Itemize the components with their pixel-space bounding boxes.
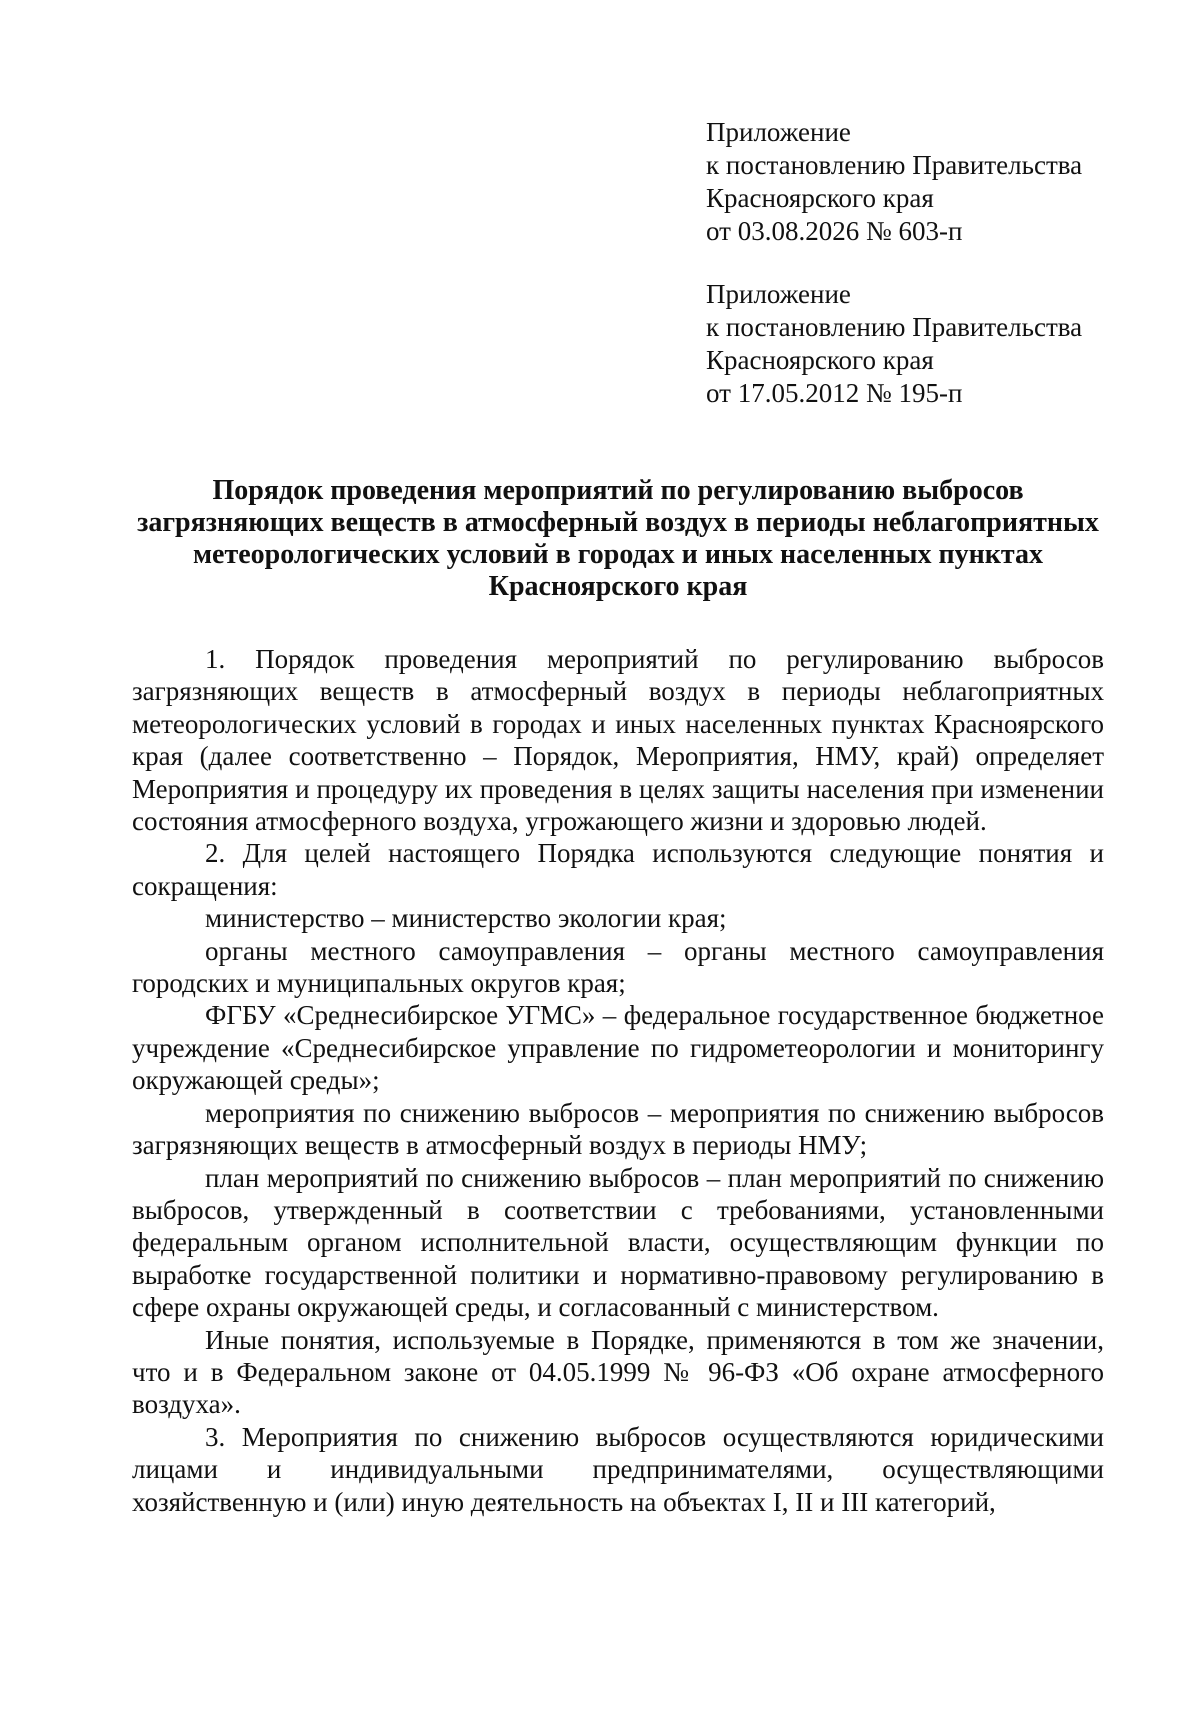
- appendix-date-number: от 03.08.2026 № 603-п: [706, 216, 963, 246]
- definition-emission-plan: план мероприятий по снижению выбросов – план мероприятий по снижению выбросов, утвержденный в соответствии с требованиями, установленными федеральным органом исполнительной власти, осуществляющим функции по выработке государственной политики и нормативно-правовому регулированию в сфере охраны окружающей среды, и согласованный с министерством.: [132, 1162, 1104, 1323]
- appendix-reference: к постановлению Правительства: [706, 150, 1083, 180]
- paragraph-1: 1. Порядок проведения мероприятий по регулированию выбросов загрязняющих веществ в атмосферный воздух в периоды неблагоприятных метеорологических условий в городах и иных населенных пунктах Красноярского края (далее соответственно – Порядок, Мероприятия, НМУ, край) определяет Мероприятия и процедуру их проведения в целях защиты населения при изменении состояния атмосферного воздуха, угрожающего жизни и здоровью людей.: [132, 644, 1104, 837]
- paragraph-other-terms: Иные понятия, используемые в Порядке, применяются в том же значении, что и в Федеральном законе от 04.05.1999 № 96-ФЗ «Об охране атмосферного воздуха».: [132, 1324, 1104, 1420]
- appendix-block-current: [706, 116, 1146, 248]
- definition-ministry: министерство – министерство экологии края;: [205, 903, 727, 934]
- appendix-date-number: от 17.05.2012 № 195-п: [706, 378, 963, 408]
- document-body: [132, 643, 1104, 1518]
- definition-emission-measures: мероприятия по снижению выбросов – мероприятия по снижению выбросов загрязняющих веществ в атмосферный воздух в периоды НМУ;: [132, 1097, 1104, 1161]
- appendix-reference: к постановлению Правительства: [706, 312, 1083, 342]
- appendix-label: Приложение: [706, 117, 851, 147]
- appendix-label: Приложение: [706, 279, 851, 309]
- appendix-region: Красноярского края: [706, 183, 934, 213]
- definition-fgbu: ФГБУ «Среднесибирское УГМС» – федеральное государственное бюджетное учреждение «Среднесибирское управление по гидрометеорологии и мониторингу окружающей среды»;: [132, 1000, 1104, 1096]
- paragraph-2: 2. Для целей настоящего Порядка используются следующие понятия и сокращения:: [132, 838, 1104, 901]
- appendix-region: Красноярского края: [706, 345, 934, 375]
- appendix-block-original: [706, 278, 1146, 410]
- paragraph-3: 3. Мероприятия по снижению выбросов осуществляются юридическими лицами и индивидуальными предпринимателями, осуществляющими хозяйственную и (или) иную деятельность на объектах I, II и III категорий,: [132, 1421, 1104, 1517]
- definition-local-government: органы местного самоуправления – органы местного самоуправления городских и муниципальных округов края;: [132, 935, 1104, 999]
- document-title: Порядок проведения мероприятий по регулированию выбросов загрязняющих веществ в атмосферный воздух в периоды неблагоприятных метеорологических условий в городах и иных населенных пунктах Красноярского края: [137, 475, 1099, 602]
